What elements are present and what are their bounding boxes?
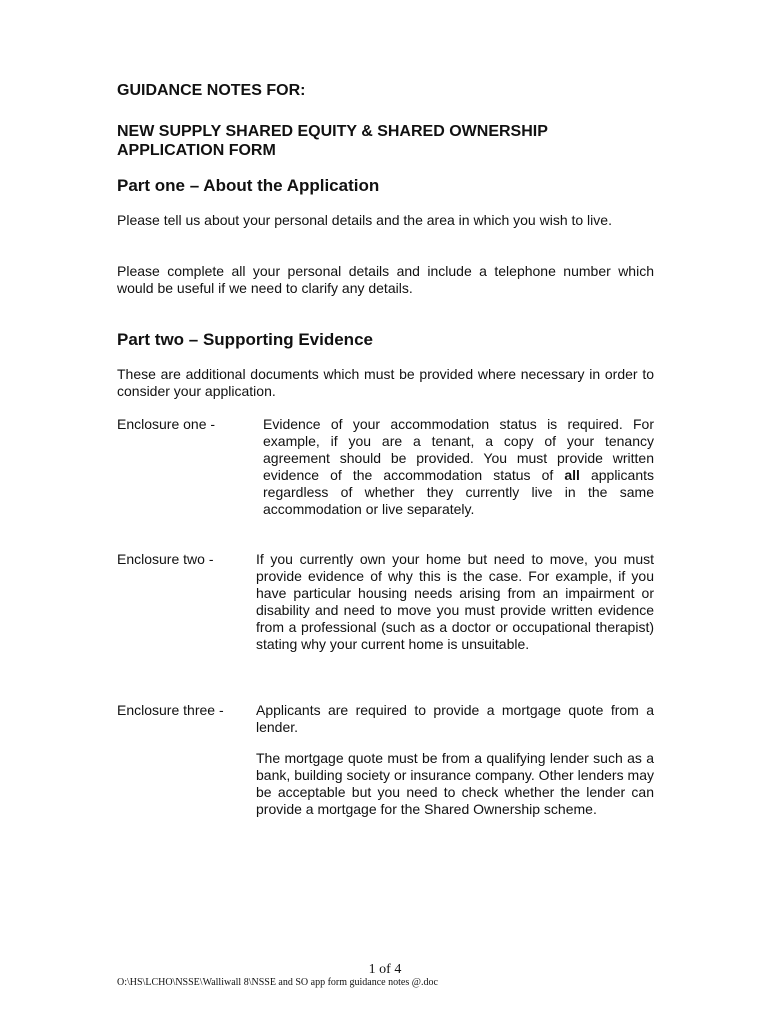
enclosure-three-text-1: Applicants are required to provide a mortgage quote from a lender. bbox=[256, 702, 654, 735]
enclosure-one-text-part-1: Evidence of your accommodation status is required. For example, if you are a tenant, a copy of your tenancy agreement should be provided. You must provide written evidence of the accommodation status of bbox=[263, 416, 654, 483]
form-title-line-2: APPLICATION FORM bbox=[117, 142, 276, 159]
part-two-heading: Part two – Supporting Evidence bbox=[117, 330, 373, 349]
document-heading: GUIDANCE NOTES FOR: bbox=[117, 82, 306, 99]
file-path: O:\HS\LCHO\NSSE\Walliwall 8\NSSE and SO app form guidance notes @.doc bbox=[117, 977, 438, 988]
part-one-paragraph-2: Please complete all your personal details and include a telephone number which would be useful if we need to clarify any details. bbox=[117, 263, 654, 296]
part-two-intro: These are additional documents which must be provided where necessary in order to consider your application. bbox=[117, 366, 654, 399]
enclosure-two-text: If you currently own your home but need to move, you must provide evidence of why this is the case. For example, if you have particular housing needs arising from an impairment or disability and need to move you must provide written evidence from a professional (such as a doctor or occupational therapist) stating why your current home is unsuitable. bbox=[256, 551, 654, 652]
enclosure-one-text bbox=[263, 416, 654, 518]
part-one-paragraph-1: Please tell us about your personal details and the area in which you wish to live. bbox=[117, 212, 612, 228]
enclosure-one-text-part-2: applicants regardless of whether they currently live in the same accommodation or live separately. bbox=[263, 467, 654, 517]
enclosure-three-label: Enclosure three - bbox=[117, 702, 224, 718]
enclosure-one-bold-word: all bbox=[564, 467, 580, 483]
enclosure-one-label: Enclosure one - bbox=[117, 416, 216, 432]
enclosure-three-text-2: The mortgage quote must be from a qualifying lender such as a bank, building society or insurance company. Other lenders may be acceptable but you need to check whether the lender can provide a mortgage for the Shared Ownership scheme. bbox=[256, 750, 654, 817]
form-title-line-1: NEW SUPPLY SHARED EQUITY & SHARED OWNERSHIP bbox=[117, 123, 548, 140]
part-one-heading: Part one – About the Application bbox=[117, 176, 380, 195]
page-number: 1 of 4 bbox=[368, 962, 402, 977]
enclosure-two-label: Enclosure two - bbox=[117, 551, 214, 567]
